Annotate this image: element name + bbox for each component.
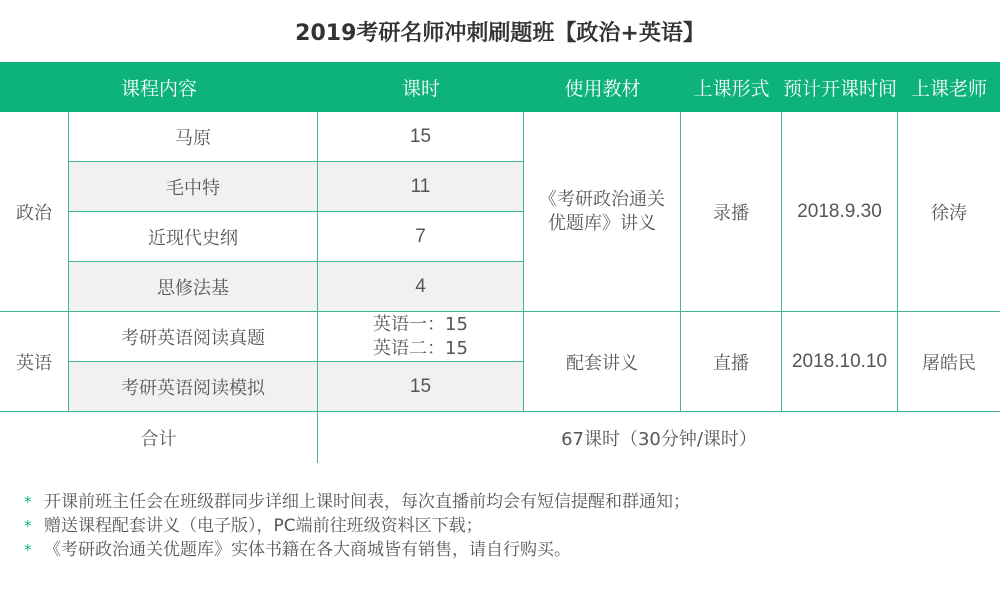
course-name: 马原 [69, 112, 318, 162]
course-hours: 15 [318, 112, 524, 162]
hours-english-two: 英语二：15 [373, 337, 468, 359]
politics-material: 《考研政治通关优题库》讲义 [524, 112, 681, 312]
total-label: 合计 [0, 412, 318, 463]
total-value: 67课时（30分钟/课时） [318, 412, 1000, 463]
english-start-date: 2018.10.10 [782, 312, 898, 412]
politics-start-date: 2018.9.30 [782, 112, 898, 312]
notes-list [24, 490, 984, 562]
note-text: 《考研政治通关优题库》实体书籍在各大商城皆有销售，请自行购买。 [44, 540, 571, 560]
english-teacher: 屠皓民 [898, 312, 1000, 412]
header-material: 使用教材 [524, 62, 681, 112]
course-hours: 15 [318, 362, 524, 412]
group-politics: 政治 [0, 112, 69, 312]
course-hours: 4 [318, 262, 524, 312]
page-title: 2019考研名师冲刺刷题班【政治+英语】 [295, 20, 705, 46]
note-text: 开课前班主任会在班级群同步详细上课时间表，每次直播前均会有短信提醒和群通知； [44, 492, 690, 512]
hours-english-one: 英语一：15 [373, 313, 468, 335]
politics-form: 录播 [681, 112, 782, 312]
asterisk-icon: * [24, 517, 32, 535]
header-time: 预计开课时间 [782, 62, 898, 112]
header-content: 课程内容 [0, 62, 318, 112]
course-name: 考研英语阅读模拟 [69, 362, 318, 412]
course-name: 近现代史纲 [69, 212, 318, 262]
note-text: 赠送课程配套讲义（电子版），PC端前往班级资料区下载； [44, 516, 483, 536]
note-item [24, 538, 984, 562]
course-name: 考研英语阅读真题 [69, 312, 318, 362]
english-material: 配套讲义 [524, 312, 681, 412]
politics-teacher: 徐涛 [898, 112, 1000, 312]
english-form: 直播 [681, 312, 782, 412]
course-name: 毛中特 [69, 162, 318, 212]
course-hours: 7 [318, 212, 524, 262]
note-item [24, 514, 984, 538]
header-form: 上课形式 [681, 62, 782, 112]
header-teacher: 上课老师 [898, 62, 1000, 112]
asterisk-icon: * [24, 541, 32, 559]
group-english: 英语 [0, 312, 69, 412]
course-hours [318, 312, 524, 362]
note-item [24, 490, 984, 514]
course-name: 思修法基 [69, 262, 318, 312]
schedule-table [0, 62, 1000, 463]
course-hours: 11 [318, 162, 524, 212]
asterisk-icon: * [24, 493, 32, 511]
header-hours: 课时 [318, 62, 524, 112]
